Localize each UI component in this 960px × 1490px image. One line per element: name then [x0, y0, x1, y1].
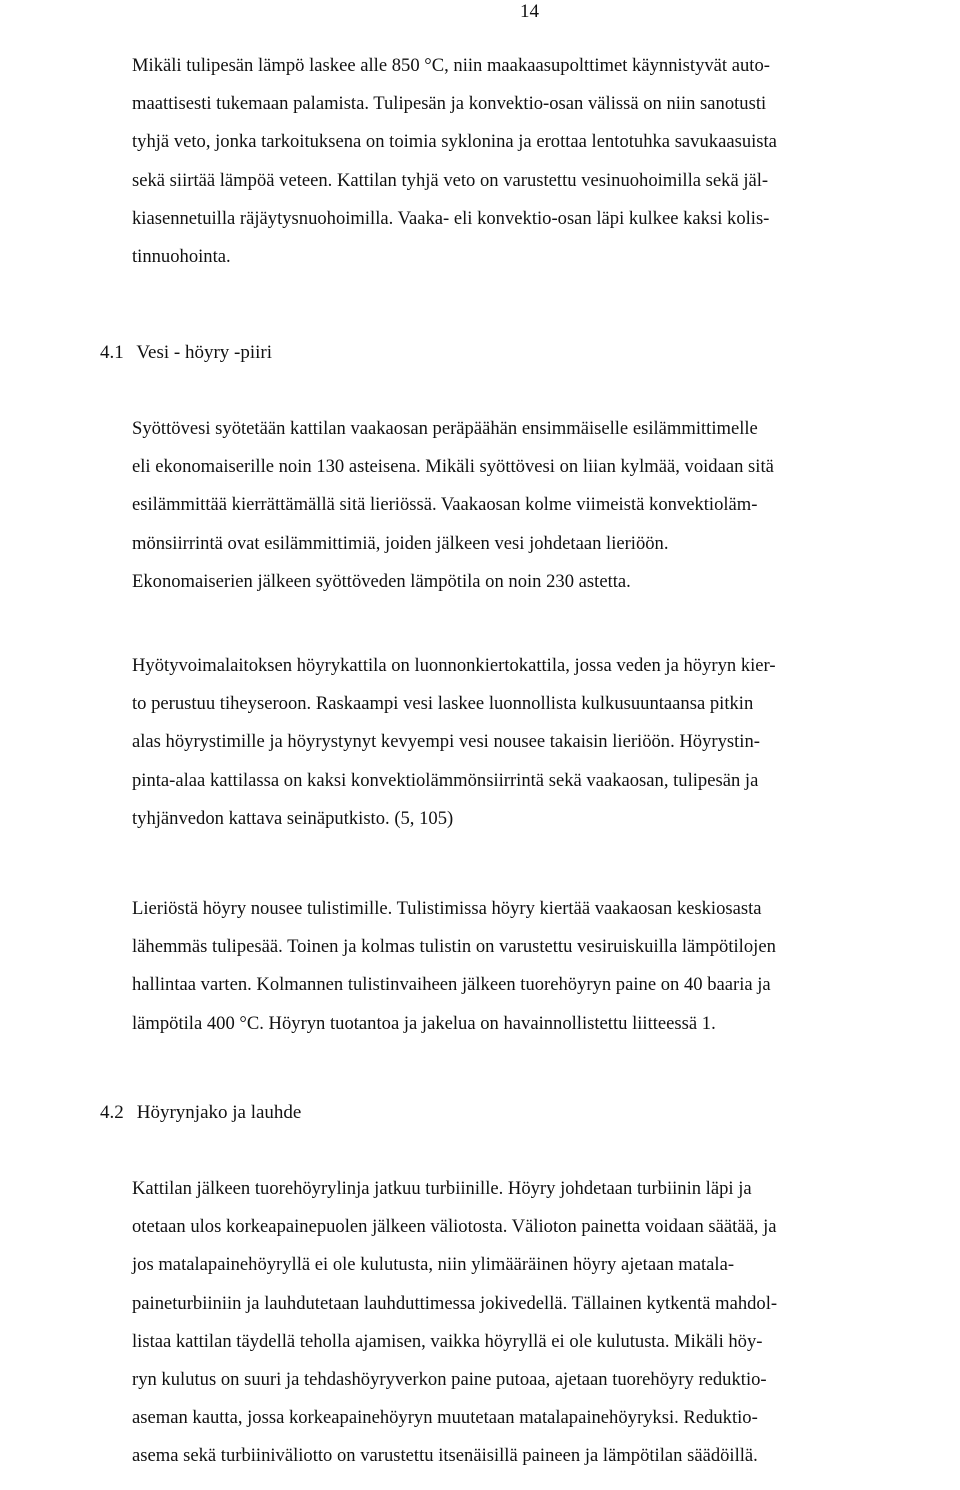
text-line: ryn kulutus on suuri ja tehdashöyryverkon paine putoaa, ajetaan tuorehöyry reduktio- [132, 1369, 767, 1391]
text-line: tinnuohointa. [132, 246, 231, 268]
text-line: otetaan ulos korkeapainepuolen jälkeen väliotosta. Välioton painetta voidaan säätää, ja [132, 1216, 777, 1238]
text-line: jos matalapainehöyryllä ei ole kulutusta, niin ylimääräinen höyry ajetaan matala- [132, 1254, 735, 1276]
section-heading-4-1 [100, 341, 272, 365]
text-line: paineturbiiniin ja lauhdutetaan lauhduttimessa jokivedellä. Tällainen kytkentä mahdol- [132, 1292, 778, 1314]
text-line: Kattilan jälkeen tuorehöyrylinja jatkuu turbiinille. Höyry johdetaan turbiinin läpi ja [132, 1178, 752, 1199]
text-line: tyhjänvedon kattava seinäputkisto. (5, 105) [132, 807, 454, 829]
paragraph-boiler-empty-draft [132, 47, 952, 276]
text-line: lähemmäs tulipesää. Toinen ja kolmas tulistin on varustettu vesiruiskuilla lämpötilojen [132, 936, 776, 958]
section-title: Höyrynjako ja lauhde [136, 1102, 302, 1123]
paragraph-natural-circulation [132, 647, 952, 838]
text-line: hallintaa varten. Kolmannen tulistinvaiheen jälkeen tuorehöyryn paine on 40 baaria ja [132, 974, 771, 996]
text-line: esilämmittää kierrättämällä sitä lieriössä. Vaakaosan kolme viimeistä konvektioläm- [132, 494, 758, 516]
text-line: pinta-alaa kattilassa on kaksi konvektiolämmönsiirrintä sekä vaakaosan, tulipesän ja [132, 769, 759, 791]
paragraph-steam-distribution [132, 1170, 952, 1476]
text-line: asema sekä turbiiniväliotto on varustettu itsenäisillä paineen ja lämpötilan säädöillä. [132, 1445, 758, 1467]
section-heading-4-2 [100, 1101, 301, 1125]
text-line: listaa kattilan täydellä teholla ajamisen, vaikka höyryllä ei ole kulutusta. Mikäli höy- [132, 1330, 763, 1352]
text-line: Syöttövesi syötetään kattilan vaakaosan peräpäähän ensimmäiselle esilämmittimelle [132, 418, 758, 439]
text-line: aseman kautta, jossa korkeapainehöyryn muutetaan matalapainehöyryksi. Reduktio- [132, 1407, 758, 1429]
text-line: Ekonomaiserien jälkeen syöttöveden lämpötila on noin 230 astetta. [132, 570, 631, 592]
text-line: Mikäli tulipesän lämpö laskee alle 850 °C, niin maakaasupolttimet käynnistyvät auto- [132, 55, 770, 76]
text-line: kiasennetuilla räjäytysnuohoimilla. Vaaka- eli konvektio-osan läpi kulkee kaksi kolis- [132, 207, 770, 229]
section-number: 4.1 [100, 342, 124, 363]
text-line: alas höyrystimille ja höyrystynyt kevyempi vesi nousee takaisin lieriöön. Höyrystin- [132, 731, 760, 753]
text-line: mönsiirrintä ovat esilämmittimiä, joiden jälkeen vesi johdetaan lieriöön. [132, 532, 669, 554]
text-line: Lieriöstä höyry nousee tulistimille. Tulistimissa höyry kiertää vaakaosan keskiosasta [132, 898, 762, 919]
section-title: Vesi - höyry -piiri [136, 342, 273, 363]
text-line: to perustuu tiheyseroon. Raskaampi vesi laskee luonnollista kulkusuuntaansa pitkin [132, 693, 754, 715]
text-line: sekä siirtää lämpöä veteen. Kattilan tyhjä veto on varustettu vesinuohoimilla sekä jäl- [132, 169, 769, 191]
text-line: maattisesti tukemaan palamista. Tulipesän ja konvektio-osan välissä on niin sanotusti [132, 93, 767, 115]
paragraph-superheaters [132, 890, 952, 1043]
text-line: tyhjä veto, jonka tarkoituksena on toimia syklonina ja erottaa lentotuhka savukaasuista [132, 131, 777, 153]
paragraph-feedwater [132, 410, 952, 601]
text-line: lämpötila 400 °C. Höyryn tuotantoa ja jakelua on havainnollistettu liitteessä 1. [132, 1012, 716, 1034]
section-number: 4.2 [100, 1102, 124, 1123]
page-number: 14 [520, 1, 539, 22]
text-line: Hyötyvoimalaitoksen höyrykattila on luonnonkiertokattila, jossa veden ja höyryn kier- [132, 655, 776, 676]
text-line: eli ekonomaiserille noin 130 asteisena. Mikäli syöttövesi on liian kylmää, voidaan sitä [132, 456, 774, 478]
